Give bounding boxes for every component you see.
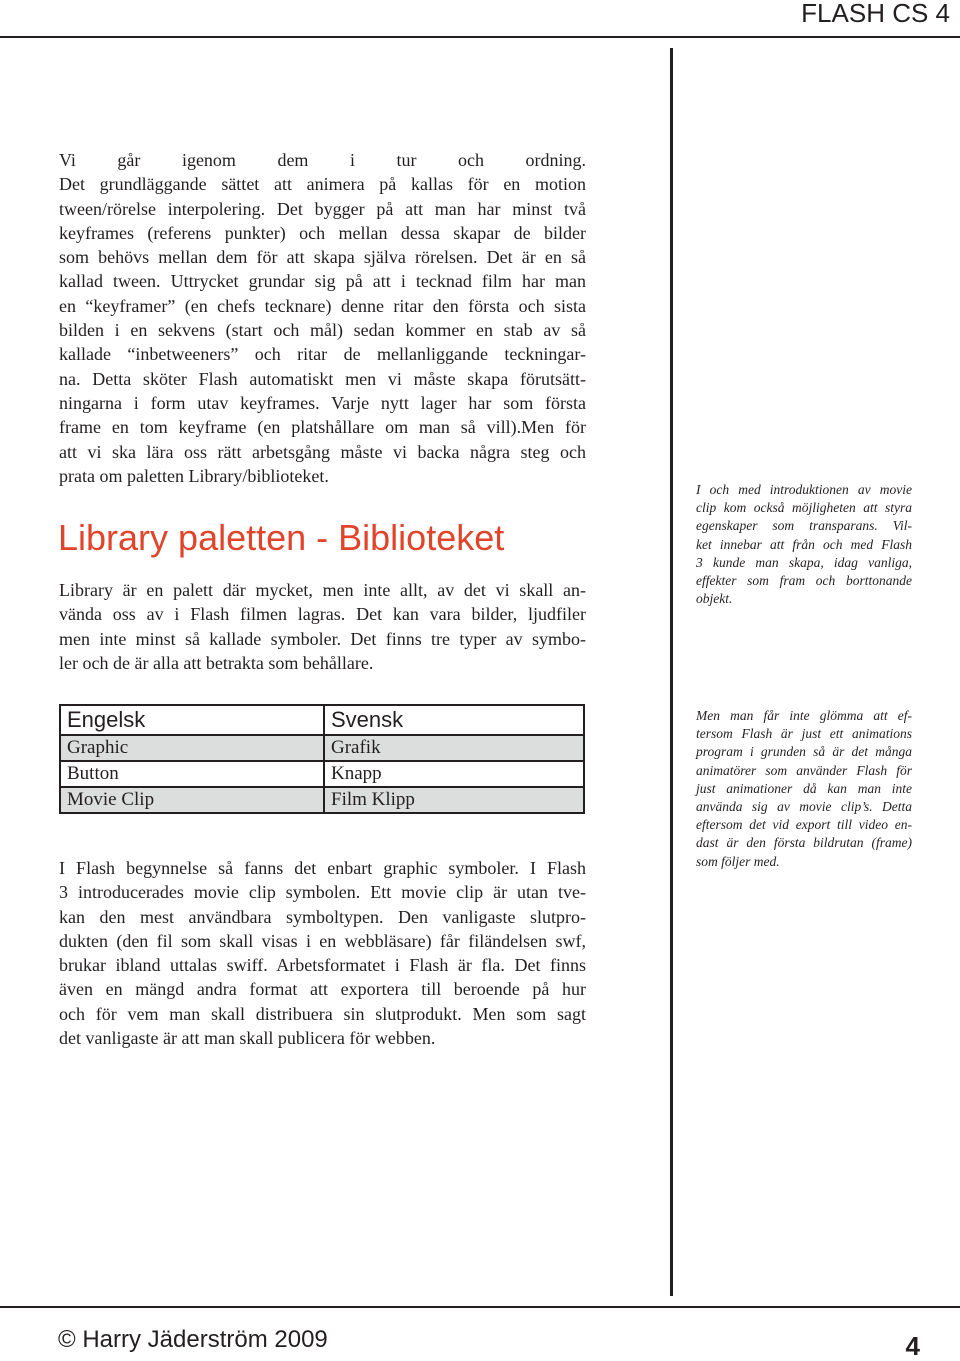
sidebar-note-animation [696, 707, 912, 871]
text-line: det vanligaste är att man skall publicera för webben. [59, 1028, 436, 1049]
text-line: vända oss av i Flash filmen lagras. Det kan vara bilder, ljudfiler [59, 604, 586, 625]
text-line: kallade “inbetweeners” och ritar de mellanliggande teckningar- [59, 344, 586, 365]
text-line: Det grundläggande sättet att animera på kallas för en motion [59, 174, 586, 195]
header-rule [0, 36, 960, 38]
text-line: I Flash begynnelse så fanns det enbart graphic symboler. I Flash [59, 858, 586, 878]
table-header-row [60, 705, 584, 735]
header-cell-english: Engelsk [60, 705, 324, 735]
table-cell: Film Klipp [324, 787, 584, 813]
text-line: brukar ibland uttalas swiff. Arbetsformatet i Flash är fla. Det finns [59, 955, 586, 976]
table-row [60, 735, 584, 761]
text-line: dukten (den fil som skall visas i en webbläsare) får filändelsen swf, [59, 930, 586, 951]
note-line: clip kom också möjligheten att styra [696, 500, 912, 516]
table-cell: Knapp [324, 761, 584, 787]
text-line: ler och de är alla att betrakta som behållare. [59, 652, 374, 673]
text-line: prata om paletten Library/biblioteket. [59, 465, 329, 486]
text-line: kallad tween. Uttrycket grundar sig på att i tecknad film har man [59, 271, 586, 292]
note-line: objekt. [696, 591, 733, 607]
text-line: att vi ska lära oss rätt arbetsgång måste vi backa några steg och [59, 441, 586, 462]
text-line: en “keyframer” (en chefs tecknare) denne ritar den första och sista [59, 295, 586, 316]
running-header-title: FLASH CS 4 [801, 0, 950, 28]
note-line: animatörer som använder Flash för [696, 762, 912, 778]
text-line: som behövs mellan dem för att skapa själva rörelsen. Det är en så [59, 247, 586, 268]
footer-copyright: © Harry Jäderström 2009 [58, 1326, 328, 1353]
text-line: keyframes (referens punkter) och mellan dessa skapar de bilder [59, 222, 586, 243]
sidebar-note-movie-clip [696, 481, 912, 608]
text-line: na. Detta sköter Flash automatiskt men vi måste skapa förutsätt- [59, 368, 586, 389]
note-line: eftersom det vid export till video en- [696, 817, 912, 833]
text-line: och för vem man skall distribuera sin slutprodukt. Men som sagt [59, 1003, 586, 1024]
text-line: Library är en palett där mycket, men inte allt, av det vi skall an- [59, 580, 586, 600]
text-line: Vi går igenom dem i tur och ordning. [59, 150, 586, 170]
text-line: även en mängd andra format att exportera till beroende på hur [59, 979, 586, 1000]
note-line: som följer med. [696, 853, 780, 869]
section-heading: Library paletten - Biblioteket [58, 517, 505, 558]
text-line: tween/rörelse interpolering. Det bygger på att man har minst två [59, 198, 586, 219]
header-cell-swedish: Svensk [324, 705, 584, 735]
text-line: kan den mest användbara symboltypen. Den vanligaste slutpro- [59, 906, 586, 927]
note-line: program i grunden så är det många [696, 744, 912, 760]
column-divider [670, 48, 673, 1296]
library-paragraph [59, 578, 586, 675]
intro-paragraph [59, 148, 586, 488]
note-line: använda sig av movie clip’s. Detta [696, 799, 912, 815]
text-line: ningarna i form utav keyframes. Varje nytt lager har som första [59, 392, 586, 413]
note-line: I och med introduktionen av movie [696, 482, 912, 497]
footer-rule [0, 1306, 960, 1308]
note-line: Men man får inte glömma att ef- [696, 708, 912, 723]
symbol-terms-table [59, 704, 585, 814]
note-line: 3 kunde man skapa, idag vanliga, [696, 554, 912, 570]
text-line: 3 introducerades movie clip symbolen. Ett movie clip är utan tve- [59, 882, 586, 903]
note-line: tersom Flash är just ett animations [696, 726, 912, 742]
note-line: just animationer då kan man inte [696, 780, 912, 796]
table-cell: Movie Clip [60, 787, 324, 813]
table-row [60, 787, 584, 813]
table-cell: Grafik [324, 735, 584, 761]
text-line: frame en tom keyframe (en platshållare om man så vill).Men för [59, 417, 586, 438]
table-row [60, 761, 584, 787]
note-line: dast är den första bildrutan (frame) [696, 835, 912, 851]
text-line: men inte minst så kallade symboler. Det finns tre typer av symbo- [59, 628, 586, 649]
text-line: bilden i en sekvens (start och mål) sedan kommer en stab av så [59, 320, 586, 341]
history-paragraph [59, 856, 586, 1050]
page-number: 4 [905, 1331, 920, 1361]
note-line: ket innebar att från och med Flash [696, 536, 912, 552]
note-line: effekter som fram och borttonande [696, 573, 912, 589]
note-line: egenskaper som transparans. Vil- [696, 518, 912, 534]
table-cell: Graphic [60, 735, 324, 761]
table-cell: Button [60, 761, 324, 787]
